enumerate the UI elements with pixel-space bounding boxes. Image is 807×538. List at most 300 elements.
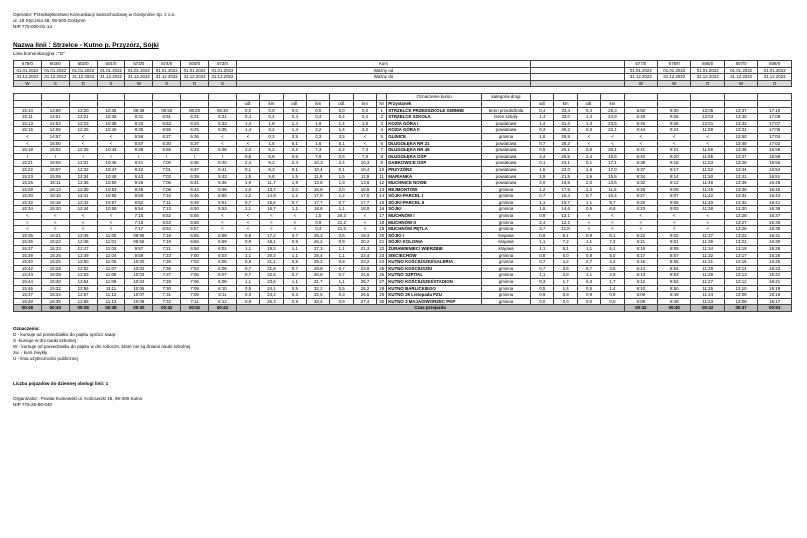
- departure-time: 6:41: [624, 147, 657, 154]
- road-category: powiatowa: [481, 166, 530, 173]
- distance-value: 0,5: [330, 232, 353, 239]
- distance-value: 0,0: [330, 107, 353, 114]
- designation-label: Oznaczenie kursu: [387, 94, 482, 101]
- departure-time: 7:21: [153, 246, 181, 253]
- distance-value: 1,1: [330, 279, 353, 286]
- distance-value: <: [601, 133, 624, 140]
- distance-value: 0,0: [307, 107, 330, 114]
- distance-value: 19,5: [601, 153, 624, 160]
- distance-value: 24,4: [260, 292, 283, 299]
- stop-number: 19: [377, 226, 387, 233]
- course-header-cell: S: [153, 80, 181, 87]
- distance-value: 1,4: [577, 120, 600, 127]
- departure-time: 15:09: [41, 173, 69, 180]
- departure-time: 15:02: [41, 147, 69, 154]
- departure-time: 13:27: [724, 219, 757, 226]
- table-row: [14, 252, 792, 259]
- departure-time: 12:31: [69, 160, 97, 167]
- departure-time: 6:54: [153, 226, 181, 233]
- distance-value: 1,4: [577, 114, 600, 121]
- departure-time: 7:00: [153, 160, 181, 167]
- travel-time: 00:42: [691, 305, 724, 312]
- distance-value: 3,2: [353, 127, 376, 134]
- distance-value: 1,1: [330, 252, 353, 259]
- distance-value: 1,2: [330, 193, 353, 200]
- stop-number: 25: [377, 265, 387, 272]
- departure-time: 6:10: [209, 285, 237, 292]
- legend-item: D - kursuje od poniedziałku do piątku oprócz świąt: [13, 332, 116, 337]
- departure-time: 15:44: [14, 279, 42, 286]
- stop-number: 9: [377, 160, 387, 167]
- distance-value: 0,0: [577, 298, 600, 305]
- departure-time: <: [691, 219, 724, 226]
- departure-time: 7:06: [181, 279, 209, 286]
- departure-time: 6:55: [153, 127, 181, 134]
- road-category: powiatowa: [481, 160, 530, 167]
- distance-value: 26,5: [353, 292, 376, 299]
- departure-time: 6:40: [624, 153, 657, 160]
- distance-value: 0,8: [577, 252, 600, 259]
- road-category: gminna: [481, 252, 530, 259]
- distance-value: 0,3: [283, 292, 306, 299]
- departure-time: 15:32: [41, 285, 69, 292]
- travel-time: 00:30: [125, 305, 153, 312]
- stop-name: SÓJKI-PARCEL II: [387, 199, 482, 206]
- spacer: [14, 87, 792, 94]
- distance-value: 0,3: [577, 127, 600, 134]
- departure-time: <: [658, 213, 691, 220]
- departure-time: 11:11: [97, 285, 125, 292]
- course-header-cell: 01.01.2022: [658, 67, 691, 74]
- distance-value: 0,4: [260, 114, 283, 121]
- distance-value: <: [260, 226, 283, 233]
- road-category: powiatowa: [481, 120, 530, 127]
- departure-time: 7:31: [153, 292, 181, 299]
- stop-number: 18: [377, 219, 387, 226]
- departure-time: 10:38: [97, 120, 125, 127]
- distance-value: 0,4: [307, 114, 330, 121]
- road-category: gminna: [481, 133, 530, 140]
- distance-value: 24,1: [260, 285, 283, 292]
- departure-time: 17:04: [758, 133, 792, 140]
- departure-time: 5:31: [209, 114, 237, 121]
- departure-time: 16:39: [758, 206, 792, 213]
- departure-time: <: [691, 213, 724, 220]
- departure-time: 16:54: [758, 166, 792, 173]
- departure-time: <: [209, 213, 237, 220]
- departure-time: 8:50: [658, 285, 691, 292]
- departure-time: 13:09: [724, 292, 757, 299]
- distance-value: 0,3: [236, 292, 259, 299]
- departure-time: 14:50: [41, 107, 69, 114]
- stop-number: 4: [377, 127, 387, 134]
- departure-time: 6:25: [624, 199, 657, 206]
- distance-value: 0,8: [531, 232, 554, 239]
- header-row: [14, 74, 792, 81]
- blank-cell: [658, 100, 691, 107]
- blank-cell: [724, 100, 757, 107]
- departure-time: <: [209, 219, 237, 226]
- departure-time: 6:14: [624, 265, 657, 272]
- departure-time: 15:18: [41, 199, 69, 206]
- departure-time: 10:55: [97, 193, 125, 200]
- distance-value: 18,8: [307, 206, 330, 213]
- departure-time: 6:55: [181, 232, 209, 239]
- departure-time: 7:04: [181, 265, 209, 272]
- departure-time: 6:51: [153, 114, 181, 121]
- distance-value: 1,1: [283, 206, 306, 213]
- distance-value: 0,9: [330, 239, 353, 246]
- distance-value: 33,4: [307, 298, 330, 305]
- distance-value: 15,7: [554, 199, 577, 206]
- course-header-cell: 31.12.2022: [69, 74, 97, 81]
- departure-time: 15:40: [14, 259, 42, 266]
- departure-time: 10:00: [125, 259, 153, 266]
- distance-value: 19,2: [260, 246, 283, 253]
- departure-time: 7:09: [181, 292, 209, 299]
- blank-cell: [14, 100, 42, 107]
- course-header-cell: D: [69, 80, 97, 87]
- course-header-cell: 31.12.2022: [181, 74, 209, 81]
- distance-value: <: [260, 219, 283, 226]
- departure-time: 05:30: [209, 107, 237, 114]
- distance-value: 1,2: [283, 193, 306, 200]
- departure-time: 11:42: [691, 193, 724, 200]
- distance-value: 7,9: [353, 153, 376, 160]
- departure-time: <: [14, 140, 42, 147]
- departure-time: 10:06: [125, 285, 153, 292]
- distance-value: 5,2: [260, 147, 283, 154]
- departure-time: 12:45: [69, 232, 97, 239]
- travel-time: 00:48: [14, 305, 42, 312]
- departure-time: 16:17: [758, 298, 792, 305]
- blank-cell: [758, 94, 792, 101]
- course-header-cell: 679/0: [14, 61, 42, 68]
- distance-value: 8,1: [601, 232, 624, 239]
- departure-time: 6:57: [125, 140, 153, 147]
- stop-number: 27: [377, 279, 387, 286]
- blank-cell: [69, 100, 97, 107]
- distance-value: 1,4: [236, 127, 259, 134]
- departure-time: 9:09: [658, 186, 691, 193]
- table-row: [14, 147, 792, 154]
- departure-time: 5:50: [209, 193, 237, 200]
- distance-value: 14,9: [260, 193, 283, 200]
- course-header-cell: D: [758, 80, 792, 87]
- course-header-cell: 500/0: [181, 61, 209, 68]
- departure-time: 6:25: [181, 127, 209, 134]
- stop-name: KUTNO 29 Listopada PZU: [387, 292, 482, 299]
- distance-value: 22,1: [601, 127, 624, 134]
- course-header-cell: 01.01.2022: [724, 67, 757, 74]
- distance-value: 1,1: [577, 239, 600, 246]
- blank-cell: [236, 94, 259, 101]
- departure-time: 09:56: [125, 239, 153, 246]
- road-category: powiatowa: [481, 173, 530, 180]
- distance-value: 0,4: [236, 114, 259, 121]
- stop-name: DĄBKOWICE OSP: [387, 160, 482, 167]
- departure-time: 15:32: [14, 199, 42, 206]
- departure-time: 15:21: [41, 232, 69, 239]
- departure-time: 7:06: [153, 180, 181, 187]
- road-category: gminna: [481, 292, 530, 299]
- blank-cell: [624, 100, 657, 107]
- departure-time: 6:48: [624, 114, 657, 121]
- distance-value: <: [353, 140, 376, 147]
- departure-time: 9:52: [125, 199, 153, 206]
- blank-cell: [97, 94, 125, 101]
- table-row: [14, 173, 792, 180]
- departure-time: 7:27: [153, 272, 181, 279]
- departure-time: 11:28: [691, 272, 724, 279]
- departure-time: 6:53: [153, 219, 181, 226]
- departure-time: 6:21: [181, 114, 209, 121]
- distance-value: 1,5: [307, 213, 330, 220]
- course-header-cell: S: [97, 80, 125, 87]
- course-header-cell: 31.12.2022: [624, 74, 657, 81]
- departure-time: 10:47: [97, 166, 125, 173]
- distance-value: 17,0: [601, 166, 624, 173]
- course-header-cell: D: [181, 80, 209, 87]
- travel-time: 00:42: [153, 305, 181, 312]
- departure-time: 13:35: [724, 114, 757, 121]
- distance-value: 0,9: [577, 232, 600, 239]
- departure-time: 6:06: [209, 265, 237, 272]
- distance-value: 29,2: [307, 259, 330, 266]
- departure-time: 15:18: [14, 147, 42, 154]
- departure-time: <: [691, 226, 724, 233]
- departure-time: 6:48: [181, 199, 209, 206]
- distance-value: 0,4: [353, 114, 376, 121]
- departure-time: 6:56: [125, 133, 153, 140]
- departure-time: 10:57: [97, 199, 125, 206]
- operator-name: Operator: Przedsiębiorstwo Komunikacji Samochodowej w Gostyninie Sp. z o.o.: [13, 12, 176, 17]
- distance-value: 1,1: [283, 246, 306, 253]
- stop-number: 1: [377, 107, 387, 114]
- distance-value: 1,1: [531, 246, 554, 253]
- header-blank: [531, 67, 625, 74]
- distance-value: 0,0: [260, 107, 283, 114]
- departure-time: 12:20: [69, 107, 97, 114]
- departure-time: <: [69, 140, 97, 147]
- departure-time: 9:14: [658, 173, 691, 180]
- organizer-name: Organizator : Powiat Kutnowski ul. Kościuszki 16, 99-300 Kutno: [13, 396, 143, 401]
- stop-number: 15: [377, 199, 387, 206]
- table-row: [14, 120, 792, 127]
- distance-value: 0,8: [330, 259, 353, 266]
- travel-time: 00:47: [724, 305, 757, 312]
- stop-name-header: Przystanek: [387, 100, 482, 107]
- departure-time: 12:50: [69, 259, 97, 266]
- table-row: [14, 180, 792, 187]
- departure-time: 15:36: [14, 239, 42, 246]
- distance-value: 0,9: [330, 298, 353, 305]
- distance-value: 17,7: [307, 199, 330, 206]
- stop-number: 7: [377, 147, 387, 154]
- stop-number: 28: [377, 285, 387, 292]
- departure-time: 9:57: [125, 246, 153, 253]
- course-header-cell: S: [209, 80, 237, 87]
- distance-value: 18,1: [260, 239, 283, 246]
- blank-cell: [125, 94, 153, 101]
- distance-value: 0,7: [330, 265, 353, 272]
- departure-time: 6:16: [624, 259, 657, 266]
- departure-time: 9:38: [125, 147, 153, 154]
- distance-value: 2,4: [577, 153, 600, 160]
- distance-value: 13,1: [554, 213, 577, 220]
- distance-value: 0,9: [283, 239, 306, 246]
- departure-time: 12:28: [69, 147, 97, 154]
- departure-time: 5:48: [209, 186, 237, 193]
- table-row: [14, 153, 792, 160]
- distance-value: <: [577, 133, 600, 140]
- distance-value: 21,6: [330, 226, 353, 233]
- distance-value: 0,6: [531, 147, 554, 154]
- distance-value: 0,5: [577, 285, 600, 292]
- departure-time: 15:13: [14, 120, 42, 127]
- departure-time: 5:40: [209, 160, 237, 167]
- departure-time: 16:58: [758, 153, 792, 160]
- table-row: [14, 160, 792, 167]
- distance-value: 5,1: [283, 140, 306, 147]
- departure-time: 13:34: [724, 193, 757, 200]
- distance-value: 25,3: [307, 232, 330, 239]
- legend-item: S -kursuje w dni nauki szkolnej: [13, 338, 76, 343]
- distance-value: 25,5: [554, 153, 577, 160]
- distance-value: 10,4: [307, 166, 330, 173]
- departure-time: 12:42: [69, 199, 97, 206]
- course-header-cell: W: [724, 80, 757, 87]
- departure-time: 5:55: [181, 213, 209, 220]
- distance-value: 0,0: [531, 298, 554, 305]
- departure-time: 16:48: [758, 180, 792, 187]
- course-header-cell: 01.01.2022: [624, 67, 657, 74]
- stop-name: DŁUGOŁĘKA OSP: [387, 153, 482, 160]
- departure-time: 5:46: [209, 180, 237, 187]
- departure-time: <: [14, 219, 42, 226]
- blank-cell: [209, 100, 237, 107]
- departure-time: 6:27: [624, 193, 657, 200]
- departure-time: I: [181, 153, 209, 160]
- departure-time: 13:19: [724, 246, 757, 253]
- blank-cell: [577, 94, 600, 101]
- distance-value: 1,1: [531, 199, 554, 206]
- stop-number: 17: [377, 213, 387, 220]
- departure-time: 6:32: [624, 180, 657, 187]
- distance-value: 2,4: [283, 160, 306, 167]
- road-category: powiatowa: [481, 127, 530, 134]
- departure-time: 15:46: [14, 285, 42, 292]
- departure-time: 9:02: [658, 232, 691, 239]
- departure-time: 11:50: [691, 173, 724, 180]
- departure-time: <: [658, 226, 691, 233]
- departure-time: 12:47: [69, 246, 97, 253]
- departure-time: 11:01: [97, 239, 125, 246]
- blank-cell: [330, 94, 353, 101]
- stop-name: DŁUGOŁĘKA NR 21: [387, 140, 482, 147]
- departure-time: 11:00: [97, 232, 125, 239]
- stop-name: KOZIA GÓRA I: [387, 120, 482, 127]
- departure-time: 15:00: [41, 140, 69, 147]
- distance-value: 0,9: [236, 239, 259, 246]
- departure-time: 6:58: [181, 246, 209, 253]
- distance-value: 2,8: [601, 272, 624, 279]
- distance-value: 5,0: [554, 252, 577, 259]
- departure-time: 5:41: [209, 166, 237, 173]
- distance-value: 1,9: [236, 180, 259, 187]
- distance-value: 1,8: [260, 120, 283, 127]
- distance-value: 9,8: [260, 173, 283, 180]
- distance-value: 21,5: [554, 173, 577, 180]
- departure-time: 14:57: [41, 133, 69, 140]
- departure-time: 11:12: [97, 292, 125, 299]
- departure-time: 15:10: [14, 107, 42, 114]
- course-header-cell: 31.12.2022: [724, 74, 757, 81]
- table-row: [14, 232, 792, 239]
- departure-time: <: [97, 226, 125, 233]
- blank-cell: [307, 94, 330, 101]
- distance-value: 0,7: [236, 265, 259, 272]
- distance-value: 0,5: [236, 285, 259, 292]
- departure-time: 13:16: [724, 259, 757, 266]
- distance-header: odl.: [577, 100, 600, 107]
- departure-time: 5:58: [209, 232, 237, 239]
- departure-time: 5:36: [181, 133, 209, 140]
- departure-time: 10:36: [97, 114, 125, 121]
- road-category: gminna: [481, 226, 530, 233]
- departure-time: <: [41, 219, 69, 226]
- departure-time: 15:06: [41, 160, 69, 167]
- distance-value: 3,5: [601, 265, 624, 272]
- stop-name: MUCHNICE NOWE: [387, 180, 482, 187]
- departure-time: 9:21: [658, 147, 691, 154]
- departure-time: 16:59: [758, 147, 792, 154]
- departure-time: 12:54: [69, 279, 97, 286]
- course-header-cell: 31.12.2022: [658, 74, 691, 81]
- stop-number: 24: [377, 259, 387, 266]
- spacer-row: [14, 87, 792, 94]
- departure-time: 8:54: [658, 265, 691, 272]
- distance-header: km: [260, 100, 283, 107]
- departure-time: 6:22: [624, 232, 657, 239]
- distance-value: 4,2: [554, 259, 577, 266]
- departure-time: 11:04: [97, 252, 125, 259]
- stop-name: PRZYZÓRZ: [387, 166, 482, 173]
- stop-number: 21: [377, 239, 387, 246]
- departure-time: <: [658, 140, 691, 147]
- header-label: [236, 80, 530, 87]
- blank-cell: [209, 94, 237, 101]
- distance-value: 0,9: [601, 292, 624, 299]
- distance-value: <: [236, 213, 259, 220]
- departure-time: 16:30: [758, 239, 792, 246]
- course-header-cell: 01.01.2022: [69, 67, 97, 74]
- departure-time: 11:56: [691, 147, 724, 154]
- departure-time: 7:11: [181, 298, 209, 305]
- road-category: gminna: [481, 219, 530, 226]
- distance-value: 0,1: [531, 160, 554, 167]
- departure-time: 9:35: [125, 127, 153, 134]
- table-row: [14, 298, 792, 305]
- departure-time: <: [97, 140, 125, 147]
- distance-value: 0,0: [554, 298, 577, 305]
- stop-name: KOZIA GÓRA II: [387, 127, 482, 134]
- header-row: [14, 80, 792, 87]
- operator-info: [13, 12, 176, 30]
- departure-time: 6:36: [181, 160, 209, 167]
- departure-time: 6:56: [181, 239, 209, 246]
- departure-time: 13:32: [724, 120, 757, 127]
